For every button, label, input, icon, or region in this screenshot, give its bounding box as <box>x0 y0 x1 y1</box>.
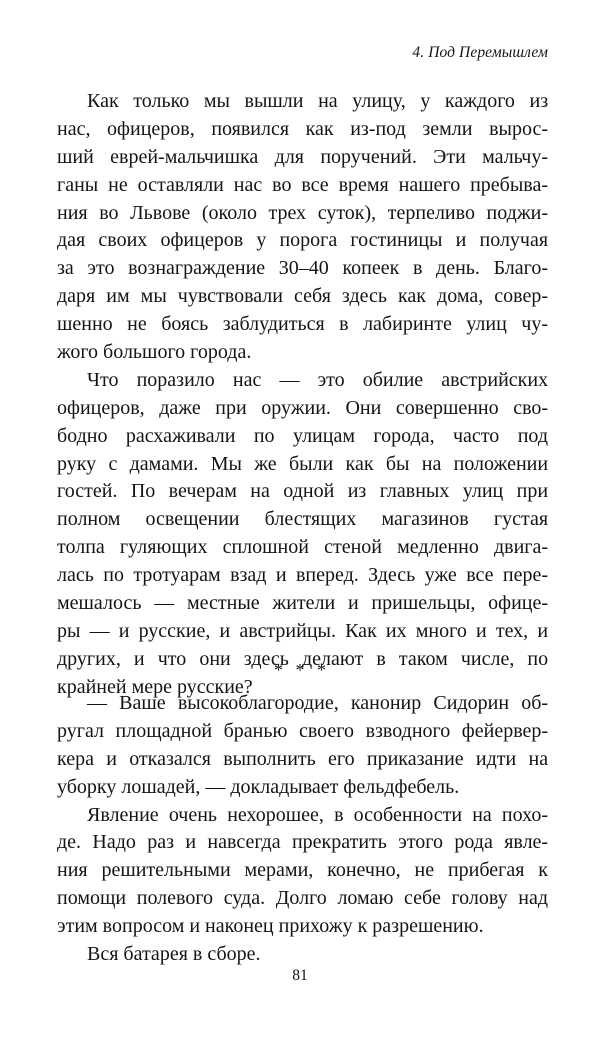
text-line: шенно не боясь заблудиться в лабиринте улиц чу- <box>57 313 548 336</box>
text-line: лась по тротуарам взад и вперед. Здесь уже все пере- <box>57 564 548 587</box>
text-line: Явление очень нехорошее, в особенности на похо- <box>87 803 548 826</box>
text-line: толпа гуляющих сплошной стеной медленно двига- <box>57 536 548 559</box>
text-line: ругал площадной бранью своего взводного фейервер- <box>57 719 548 742</box>
text-line: ганы не оставляли нас во все время нашего пребыва- <box>57 173 548 196</box>
paragraph <box>57 941 548 969</box>
text-line: Как только мы вышли на улицу, у каждого из <box>87 90 548 112</box>
text-line: — Ваше высокоблагородие, канонир Сидорин об- <box>87 692 548 714</box>
text-line: руку с дамами. Мы же были как бы на положении <box>57 452 548 475</box>
text-line: за это вознаграждение 30–40 копеек в день. Благо- <box>57 257 548 280</box>
text-block-lower <box>57 690 548 969</box>
text-line: уборку лошадей, — докладывает фельдфебель. <box>57 775 460 798</box>
paragraph <box>57 88 548 367</box>
text-line: полном освещении блестящих магазинов густая <box>57 508 548 531</box>
text-line: гостей. По вечерам на одной из главных улиц при <box>57 480 548 503</box>
text-block-upper <box>57 88 548 702</box>
text-line: бодно расхаживали по улицам города, часто под <box>57 424 548 447</box>
text-line: дая своих офицеров у порога гостиницы и получая <box>57 229 548 252</box>
text-line: крайней мере русские? <box>57 675 253 698</box>
text-line: офицеров, даже при оружии. Они совершенно сво- <box>57 396 548 419</box>
paragraph <box>57 690 548 802</box>
text-line: других, и что они здесь делают в таком числе, по <box>57 647 548 670</box>
paragraph <box>57 802 548 941</box>
text-line: нас, офицеров, появился как из-под земли вырос- <box>57 117 548 140</box>
text-line: ры — и русские, и австрийцы. Как их много и тех, и <box>57 619 548 642</box>
text-line: кера и отказался выполнить его приказание идти на <box>57 747 548 770</box>
text-line: Вся батарея в сборе. <box>87 943 261 966</box>
text-line: ший еврей-мальчишка для поручений. Эти мальчу- <box>57 145 548 168</box>
text-line: даря им мы чувствовали себя здесь как дома, совер- <box>57 285 548 308</box>
text-line: жого большого города. <box>57 341 252 364</box>
text-line: помощи полевого суда. Долго ломаю себе голову над <box>57 887 548 910</box>
page-number: 81 <box>292 967 308 984</box>
text-line: ния во Львове (около трех суток), терпеливо поджи- <box>57 201 548 224</box>
section-break: * * * <box>274 660 330 680</box>
text-line: мешалось — местные жители и пришельцы, офице- <box>57 592 548 615</box>
text-line: этим вопросом и наконец прихожу к разрешению. <box>57 915 484 938</box>
text-line: Что поразило нас — это обилие австрийских <box>87 368 548 391</box>
text-line: ния решительными мерами, конечно, не прибегая к <box>57 859 548 882</box>
paragraph <box>57 367 548 702</box>
text-line: де. Надо раз и навсегда прекратить этого рода явле- <box>57 831 548 854</box>
running-header: 4. Под Перемышлем <box>412 44 548 61</box>
